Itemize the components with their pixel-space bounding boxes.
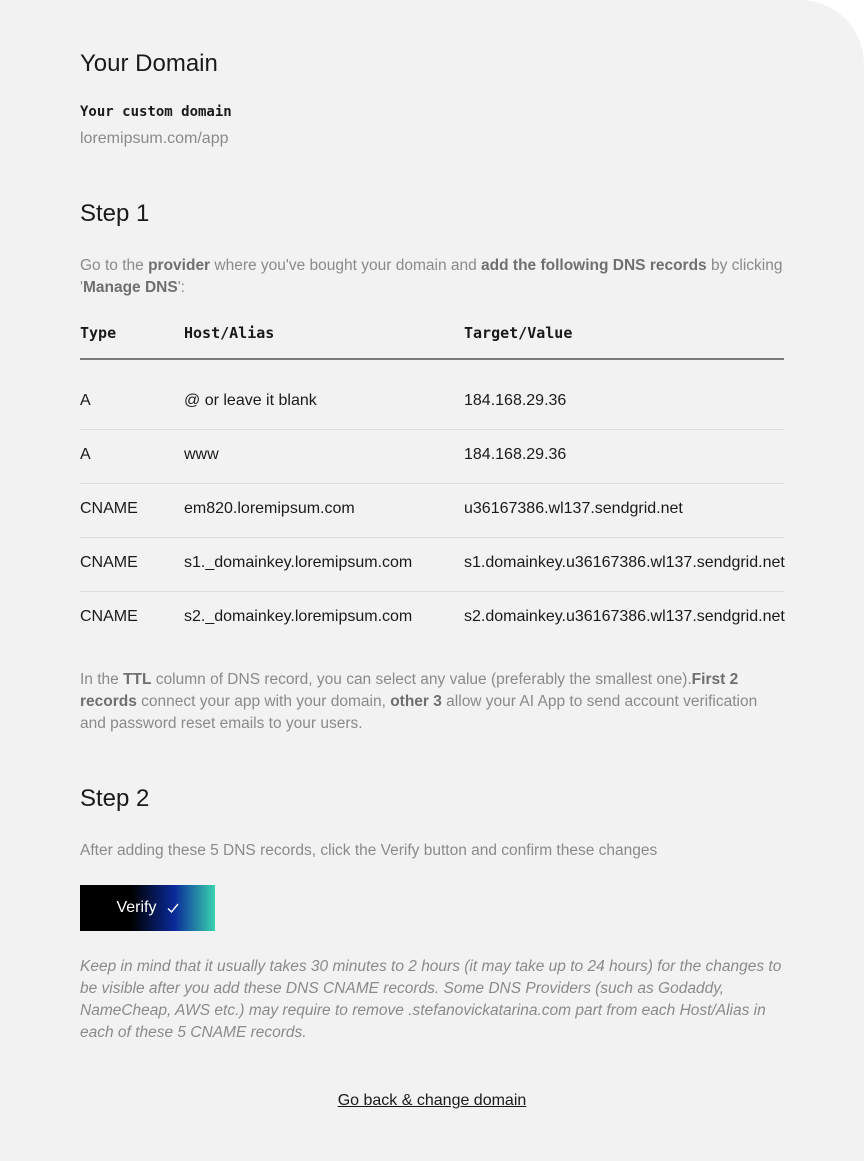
record-host: s2._domainkey.loremipsum.com [184,608,413,625]
back-link-container [0,1092,864,1110]
verify-button[interactable] [80,885,215,931]
dns-records-table [80,318,784,645]
step1-intro: Go to the provider where you've bought your domain and add the following DNS records by clicking 'Manage DNS': [80,257,783,296]
record-host: @ or leave it blank [184,392,317,409]
custom-domain-value: loremipsum.com/app [80,130,229,147]
record-target: 184.168.29.36 [464,446,567,463]
header-target: Target/Value [464,324,573,342]
record-type: A [80,446,91,463]
table-row [80,376,784,430]
header-host: Host/Alias [184,324,275,342]
record-host: em820.loremipsum.com [184,500,355,517]
table-row [80,430,784,484]
record-host: s1._domainkey.loremipsum.com [184,554,413,571]
header-type: Type [80,324,117,342]
record-target: s1.domainkey.u36167386.wl137.sendgrid.net [464,554,785,571]
step2-instructions: After adding these 5 DNS records, click the Verify button and confirm these changes [80,842,658,859]
verify-button-label: Verify [116,899,157,916]
ttl-note: In the TTL column of DNS record, you can select any value (preferably the smallest one).First 2 records connect your app with your domain, other 3 allow your AI App to send account verification and password reset emails to your users. [80,671,758,732]
step1-title: Step 1 [80,200,150,227]
go-back-change-domain-link[interactable]: Go back & change domain [337,1092,527,1109]
step2-title: Step 2 [80,785,150,812]
record-type: CNAME [80,608,138,625]
record-type: CNAME [80,500,138,517]
table-row [80,484,784,538]
record-target: 184.168.29.36 [464,392,567,409]
record-target: u36167386.wl137.sendgrid.net [464,500,683,517]
table-header [80,318,784,360]
domain-section-title: Your Domain [80,50,218,77]
record-host: www [184,446,219,463]
record-type: CNAME [80,554,138,571]
custom-domain-label: Your custom domain [80,104,232,120]
propagation-note: Keep in mind that it usually takes 30 minutes to 2 hours (it may take up to 24 hours) for the changes to be visible after you add these DNS CNAME records. Some DNS Providers (such as Godaddy, NameCheap, AWS etc.) may require to remove .stefanovickatarina.com part from each Host/Alias in each of these 5 CNAME records. [80,958,782,1041]
table-row [80,592,784,645]
record-target: s2.domainkey.u36167386.wl137.sendgrid.net [464,608,785,625]
check-icon [167,902,179,914]
table-row [80,538,784,592]
record-type: A [80,392,91,409]
